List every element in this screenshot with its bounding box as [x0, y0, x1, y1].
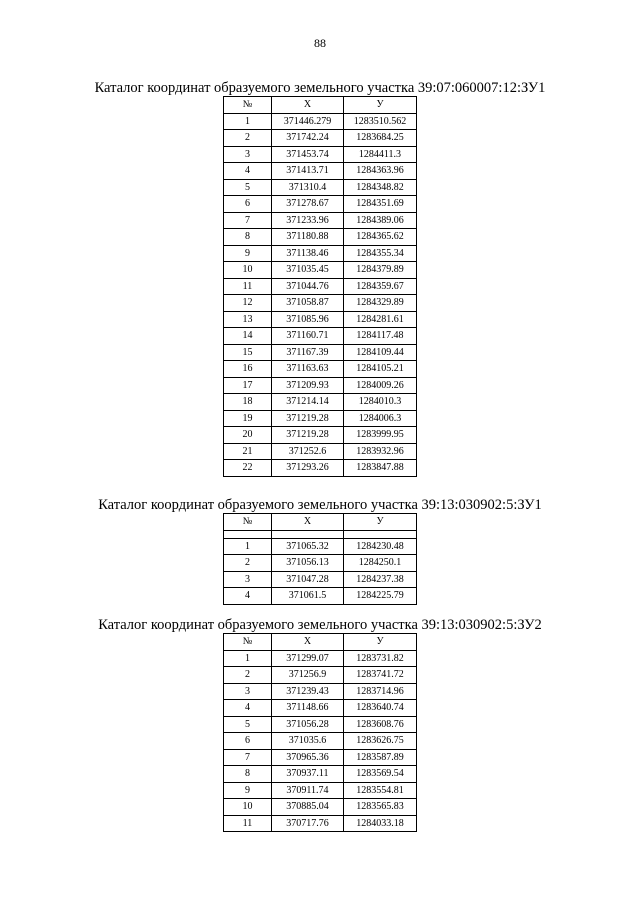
- cell-num: 2: [224, 555, 272, 572]
- cell-y: 1283587.89: [344, 749, 417, 766]
- table-row: [224, 782, 417, 799]
- cell-y: 1283608.76: [344, 716, 417, 733]
- cell-num: 9: [224, 782, 272, 799]
- table-spacer-cell: [272, 530, 344, 538]
- table-row: [224, 311, 417, 328]
- column-header-x: Х: [272, 634, 344, 651]
- table-row: [224, 683, 417, 700]
- cell-y: 1284250.1: [344, 555, 417, 572]
- cell-num: 8: [224, 766, 272, 783]
- table-row: [224, 667, 417, 684]
- page-number: 88: [314, 36, 326, 50]
- cell-x: 371453.74: [272, 146, 344, 163]
- table-row: [224, 749, 417, 766]
- cell-y: 1284105.21: [344, 361, 417, 378]
- cell-num: 3: [224, 683, 272, 700]
- cell-num: 4: [224, 163, 272, 180]
- cell-x: 371219.28: [272, 427, 344, 444]
- cell-x: 371044.76: [272, 278, 344, 295]
- cell-x: 371160.71: [272, 328, 344, 345]
- cell-num: 5: [224, 716, 272, 733]
- cell-y: 1284329.89: [344, 295, 417, 312]
- table-row: [224, 394, 417, 411]
- table-row: [224, 130, 417, 147]
- cell-num: 17: [224, 377, 272, 394]
- cell-x: 371233.96: [272, 212, 344, 229]
- cell-x: 371252.6: [272, 443, 344, 460]
- catalog-1: [0, 80, 640, 477]
- cell-num: 8: [224, 229, 272, 246]
- cell-y: 1284117.48: [344, 328, 417, 345]
- cell-y: 1284281.61: [344, 311, 417, 328]
- table-spacer-cell: [224, 530, 272, 538]
- table-row: [224, 700, 417, 717]
- cell-y: 1284237.38: [344, 571, 417, 588]
- cell-num: 13: [224, 311, 272, 328]
- cell-y: 1283741.72: [344, 667, 417, 684]
- coordinates-table: [223, 96, 417, 477]
- table-row: [224, 179, 417, 196]
- cell-y: 1283510.562: [344, 113, 417, 130]
- cell-y: 1284009.26: [344, 377, 417, 394]
- cell-num: 22: [224, 460, 272, 477]
- table-row: [224, 410, 417, 427]
- cell-y: 1283640.74: [344, 700, 417, 717]
- table-row: [224, 571, 417, 588]
- cell-x: 371209.93: [272, 377, 344, 394]
- table-row: [224, 146, 417, 163]
- table-row: [224, 766, 417, 783]
- cell-x: 371446.279: [272, 113, 344, 130]
- cell-y: 1284109.44: [344, 344, 417, 361]
- cell-x: 371035.45: [272, 262, 344, 279]
- table-row: [224, 716, 417, 733]
- cell-num: 3: [224, 146, 272, 163]
- cell-x: 371138.46: [272, 245, 344, 262]
- cell-num: 4: [224, 700, 272, 717]
- table-row: [224, 799, 417, 816]
- table-row: [224, 460, 417, 477]
- cell-x: 371239.43: [272, 683, 344, 700]
- cell-num: 10: [224, 262, 272, 279]
- cell-x: 371278.67: [272, 196, 344, 213]
- cell-y: 1284355.34: [344, 245, 417, 262]
- cell-y: 1283999.95: [344, 427, 417, 444]
- cell-x: 371167.39: [272, 344, 344, 361]
- cell-x: 371035.6: [272, 733, 344, 750]
- cell-x: 371085.96: [272, 311, 344, 328]
- cell-y: 1284348.82: [344, 179, 417, 196]
- column-header-y: У: [344, 97, 417, 114]
- cell-x: 370937.11: [272, 766, 344, 783]
- cell-y: 1284411.3: [344, 146, 417, 163]
- table-row: [224, 555, 417, 572]
- cell-num: 6: [224, 733, 272, 750]
- cell-num: 18: [224, 394, 272, 411]
- cell-y: 1284363.96: [344, 163, 417, 180]
- cell-x: 371293.26: [272, 460, 344, 477]
- table-row: [224, 650, 417, 667]
- cell-num: 3: [224, 571, 272, 588]
- cell-y: 1284351.69: [344, 196, 417, 213]
- table-row: [224, 815, 417, 832]
- cell-y: 1283684.25: [344, 130, 417, 147]
- cell-x: 370965.36: [272, 749, 344, 766]
- catalog-title: Каталог координат образуемого земельного участка 39:13:030902:5:ЗУ1: [98, 497, 542, 513]
- column-header-y: У: [344, 514, 417, 531]
- cell-num: 15: [224, 344, 272, 361]
- cell-y: 1284379.89: [344, 262, 417, 279]
- cell-y: 1284359.67: [344, 278, 417, 295]
- table-spacer-cell: [344, 530, 417, 538]
- table-row: [224, 344, 417, 361]
- cell-y: 1284225.79: [344, 588, 417, 605]
- cell-y: 1283731.82: [344, 650, 417, 667]
- column-header-y: У: [344, 634, 417, 651]
- table-row: [224, 295, 417, 312]
- cell-x: 370717.76: [272, 815, 344, 832]
- table-row: [224, 733, 417, 750]
- cell-x: 371047.28: [272, 571, 344, 588]
- table-spacer-row: [224, 530, 417, 538]
- cell-x: 371056.28: [272, 716, 344, 733]
- cell-y: 1284006.3: [344, 410, 417, 427]
- table-row: [224, 113, 417, 130]
- cell-x: 371256.9: [272, 667, 344, 684]
- cell-y: 1283565.83: [344, 799, 417, 816]
- cell-x: 371299.07: [272, 650, 344, 667]
- cell-num: 1: [224, 650, 272, 667]
- table-row: [224, 229, 417, 246]
- cell-x: 371061.5: [272, 588, 344, 605]
- table-row: [224, 278, 417, 295]
- column-header-x: Х: [272, 514, 344, 531]
- cell-x: 370911.74: [272, 782, 344, 799]
- cell-num: 2: [224, 667, 272, 684]
- cell-y: 1284389.06: [344, 212, 417, 229]
- table-row: [224, 196, 417, 213]
- table-row: [224, 262, 417, 279]
- column-header-num: №: [224, 97, 272, 114]
- cell-y: 1283569.54: [344, 766, 417, 783]
- table-header-row: [224, 97, 417, 114]
- cell-num: 19: [224, 410, 272, 427]
- column-header-num: №: [224, 514, 272, 531]
- cell-x: 371056.13: [272, 555, 344, 572]
- cell-y: 1283626.75: [344, 733, 417, 750]
- cell-num: 1: [224, 113, 272, 130]
- cell-x: 371742.24: [272, 130, 344, 147]
- table-row: [224, 361, 417, 378]
- catalog-title: Каталог координат образуемого земельного участка 39:07:060007:12:ЗУ1: [94, 80, 546, 96]
- cell-num: 2: [224, 130, 272, 147]
- coordinates-table: [223, 633, 417, 832]
- cell-num: 10: [224, 799, 272, 816]
- cell-x: 371058.87: [272, 295, 344, 312]
- cell-x: 371219.28: [272, 410, 344, 427]
- table-row: [224, 212, 417, 229]
- coordinates-table: [223, 513, 417, 605]
- table-row: [224, 328, 417, 345]
- cell-y: 1284010.3: [344, 394, 417, 411]
- cell-num: 12: [224, 295, 272, 312]
- cell-y: 1283714.96: [344, 683, 417, 700]
- table-row: [224, 377, 417, 394]
- catalog-title: Каталог координат образуемого земельного участка 39:13:030902:5:ЗУ2: [98, 617, 542, 633]
- cell-num: 7: [224, 212, 272, 229]
- cell-y: 1283554.81: [344, 782, 417, 799]
- cell-num: 5: [224, 179, 272, 196]
- cell-num: 11: [224, 815, 272, 832]
- cell-x: 370885.04: [272, 799, 344, 816]
- cell-num: 21: [224, 443, 272, 460]
- cell-num: 14: [224, 328, 272, 345]
- table-row: [224, 163, 417, 180]
- cell-x: 371065.32: [272, 538, 344, 555]
- column-header-x: Х: [272, 97, 344, 114]
- cell-y: 1284033.18: [344, 815, 417, 832]
- cell-x: 371180.88: [272, 229, 344, 246]
- cell-x: 371413.71: [272, 163, 344, 180]
- cell-x: 371148.66: [272, 700, 344, 717]
- cell-x: 371310.4: [272, 179, 344, 196]
- cell-x: 371163.63: [272, 361, 344, 378]
- table-row: [224, 588, 417, 605]
- cell-y: 1283932.96: [344, 443, 417, 460]
- table-row: [224, 443, 417, 460]
- cell-y: 1284230.48: [344, 538, 417, 555]
- column-header-num: №: [224, 634, 272, 651]
- cell-num: 4: [224, 588, 272, 605]
- cell-x: 371214.14: [272, 394, 344, 411]
- cell-num: 7: [224, 749, 272, 766]
- cell-num: 11: [224, 278, 272, 295]
- cell-y: 1284365.62: [344, 229, 417, 246]
- catalog-3: [0, 617, 640, 832]
- cell-num: 1: [224, 538, 272, 555]
- table-row: [224, 245, 417, 262]
- cell-num: 16: [224, 361, 272, 378]
- table-row: [224, 427, 417, 444]
- cell-num: 6: [224, 196, 272, 213]
- cell-num: 9: [224, 245, 272, 262]
- cell-y: 1283847.88: [344, 460, 417, 477]
- table-header-row: [224, 514, 417, 531]
- cell-num: 20: [224, 427, 272, 444]
- table-header-row: [224, 634, 417, 651]
- catalog-2: [0, 497, 640, 605]
- table-row: [224, 538, 417, 555]
